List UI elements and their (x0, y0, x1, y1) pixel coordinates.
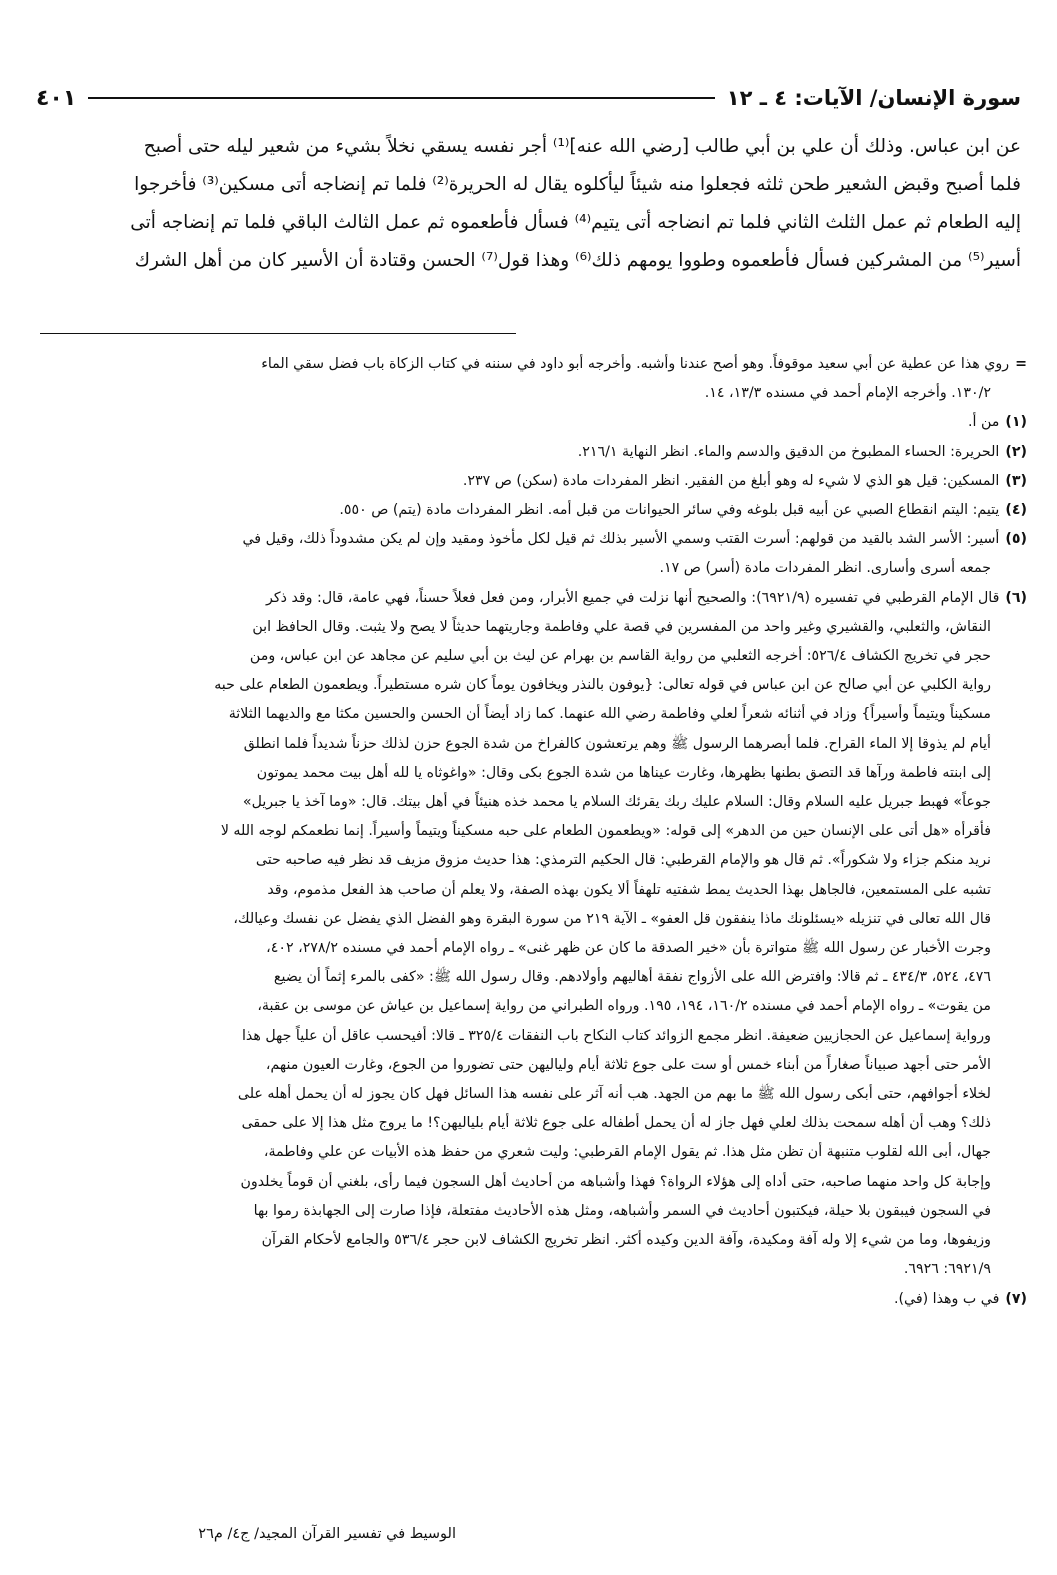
footnote-number: (٤) (1005, 502, 1027, 519)
footnote-line: أسير: الأسر الشد بالقيد من قولهم: أسرت القتب وسمي الأسير بذلك ثم قيل لكل مأخوذ ومقيد وإن لم يكن مشدوداً ذلك، وقيل في (242, 531, 1000, 548)
footnote-line: نريد منكم جزاء ولا شكوراً». ثم قال هو والإمام القرطبي: قال الحكيم الترمذي: هذا حديث مزوق مزيف قد نظر فيه صاحبه حتى (255, 852, 991, 869)
footnote-line: رواية الكلبي عن أبي صالح عن ابن عباس في قوله تعالى: {يوفون بالنذر ويخافون يوماً كان شره مستطيراً. ويطعمون الطعام على حبه (214, 677, 991, 694)
footnote-line: مسكيناً ويتيماً وأسيراً} وزاد في أثنائه شعراً لعلي وفاطمة رضي الله عنهما. كما زاد أيضاً أن الحسن والحسين مكثا مع والديهما الثلاثة (228, 706, 991, 723)
footnote-line: في ب وهذا (في). (893, 1290, 1000, 1307)
footnote-number: (١) (1005, 414, 1027, 431)
footnote-line: من يقوت» ـ رواه الإمام أحمد في مسنده ١٦٠/٢، ١٩٤، ١٩٥. ورواه الطبراني من رواية إسماعيل بن عياش عن موسى بن عقبة، (257, 998, 991, 1015)
footnotes (40, 350, 1027, 1314)
footnote-line: ٦٩٢١/٩: ٦٩٢٦. (903, 1261, 991, 1278)
book-signature-footer: الوسيط في تفسير القرآن المجيد/ ج٤/ م٢٦ (198, 1526, 456, 1542)
main-text-line: عن ابن عباس. وذلك أن علي بن أبي طالب [رضي الله عنه]⁽¹⁾ أجر نفسه يسقي نخلاً بشيء من شعير ليله حتى أصبح (143, 136, 1021, 157)
footnote-line: لخلاء أجوافهم، حتى أبكى رسول الله ﷺ ما بهم من الجهد. هب أنه آثر على نفسه هذا السائل فهل كان يجوز له أن يحمل أهله على (237, 1086, 991, 1103)
footnote-line: النقاش، والثعلبي، والقشيري وغير واحد من المفسرين في قصة علي وفاطمة وجاريتهما حديثاً لا يصح ولا يثبت. وقال الحافظ ابن (252, 618, 991, 635)
footnote-line: حجر في تخريج الكشاف ٥٢٦/٤: أخرجه الثعلبي من رواية القاسم بن بهرام عن ليث بن أبي سليم عن مجاهد عن ابن عباس، ومن (249, 648, 991, 665)
footnote-line: من أ. (967, 414, 1000, 431)
footnote-line: ١٣٠/٢. وأخرجه الإمام أحمد في مسنده ١٣/٣، ١٤. (704, 385, 991, 402)
footnote-line: جمعه أسرى وأسارى. انظر المفردات مادة (أسر) ص ١٧. (659, 560, 991, 577)
footnote-3 (40, 467, 1027, 496)
footnote-line: الأمر حتى أجهد صبياناً صغاراً من أبناء خمس أو ست على جوع ثلاثة أيام ولياليهن حتى تضوروا من الجوع، وغارت العيون منهم، (265, 1056, 991, 1073)
footnote-line: ورواية إسماعيل عن الحجازيين ضعيفة. انظر مجمع الزوائد كتاب النكاح باب النفقات ٣٢٥/٤ ـ قالا: أفيحسب عاقل أن علياً جهل هذا (241, 1027, 991, 1044)
footnote-4 (40, 496, 1027, 525)
page-number: ٤٠١ (36, 85, 77, 111)
footnote-line: يتيم: اليتم انقطاع الصبي عن أبيه قبل بلوغه وفي سائر الحيوانات من قبل أمه. انظر المفردات مادة (يتم) ص ٥٥٠. (339, 502, 1000, 519)
footnote-continuation (40, 350, 1027, 408)
footnote-number: (٢) (1005, 443, 1027, 460)
footnote-line: ٤٧٦، ٥٢٤، ٤٣٤/٣ ـ ثم قالا: وافترض الله على الأزواج نفقة أهاليهم وأولادهم. وقال رسول الله ﷺ: «كفى بالمرء إثماً أن يضيع (273, 969, 991, 986)
footnote-line: جوعاً» فهبط جبريل عليه السلام وقال: السلام عليك ربك يقرئك السلام يا محمد خذه هنيئاً في أهل بيتك. قال: «وما آخذ يا جبريل» (242, 794, 991, 811)
footnote-line: فأقرأه «هل أتى على الإنسان حين من الدهر» إلى قوله: «ويطعمون الطعام على حبه مسكيناً ويتيماً وأسيراً. إنما نطعمكم لوجه الله لا (220, 823, 991, 840)
footnote-line: قال الإمام القرطبي في تفسيره (٦٩٢١/٩): والصحيح أنها نزلت في جميع الأبرار، ومن فعل فعلاً حسناً، فهي عامة، قال: وقد ذكر (266, 589, 1000, 606)
header-rule (88, 97, 715, 99)
footnote-1 (40, 408, 1027, 437)
surah-title: سورة الإنسان/ الآيات: ٤ ـ ١٢ (726, 86, 1021, 110)
footnote-line: أيام لم يذوقا إلا الماء القراح. فلما أبصرهما الرسول ﷺ وهم يرتعشون كالفراخ من شدة الجوع حزن لذلك حزناً شديداً فلما انطلق (243, 735, 991, 752)
footnote-number: (٣) (1005, 472, 1027, 489)
footnote-line: في السجون فيبقون بلا حيلة، فيكتبون أحاديث في السمر وأشباهه، ومثل هذه الأحاديث مفتعلة، فإذا صارت إلى الجهابذة رموا بها (253, 1202, 991, 1219)
footnote-5 (40, 525, 1027, 583)
footnote-2 (40, 438, 1027, 467)
footnote-6 (40, 584, 1027, 1285)
footnote-number: (٧) (1005, 1290, 1027, 1307)
footnote-line: روي هذا عن عطية عن أبي سعيد موقوفاً. وهو أصح عندنا وأشبه. وأخرجه أبو داود في سننه في كتاب الزكاة باب فضل سقي الماء (261, 356, 1010, 372)
footnote-line: وزيفوها، وما من شيء إلا وله آفة ومكيدة، وآفة الدين وكيده أكثر. انظر تخريج الكشاف لابن حجر ٥٣٦/٤ والجامع لأحكام القرآن (261, 1232, 991, 1249)
footnote-number: (٦) (1005, 589, 1027, 606)
footnote-separator (40, 333, 516, 334)
main-text-line: إليه الطعام ثم عمل الثلث الثاني فلما تم انضاجه أتى يتيم⁽⁴⁾ فسأل فأطعموه ثم عمل الثالث الباقي فلما تم إنضاجه أتى (130, 212, 1021, 233)
footnote-line: جهال، أبى الله لقلوب متنبهة أن تظن مثل هذا. ثم يقول الإمام القرطبي: وليت شعري من حفظ هذه الأبيات عن علي وفاطمة، (263, 1144, 991, 1161)
footnote-7 (40, 1285, 1027, 1314)
footnote-line: إلى ابنته فاطمة ورآها قد التصق بطنها بظهرها، وغارت عيناها من شدة الجوع بكى وقال: «واغوثاه يا لله أهل بيت محمد يموتون (256, 764, 991, 781)
footnote-line: وإجابة كل واحد منهما صاحبه، حتى أداه إلى هؤلاء الرواة؟ فهذا وأشباهه من أحاديث أهل السجون فيما رأى، بلغني أن قوماً يخلدون (240, 1173, 991, 1190)
footnote-line: المسكين: قيل هو الذي لا شيء له وهو أبلغ من الفقير. انظر المفردات مادة (سكن) ص ٢٣٧. (462, 472, 1000, 489)
footnote-line: الحريرة: الحساء المطبوخ من الدقيق والدسم والماء. انظر النهاية ٢١٦/١. (577, 443, 1000, 460)
footnote-line: وجرت الأخبار عن رسول الله ﷺ متواترة بأن «خير الصدقة ما كان عن ظهر غنى» ـ رواه الإمام أحمد في مسنده ٢٧٨/٢، ٤٠٢، (266, 940, 991, 957)
footnote-line: تشبه على المستمعين، فالجاهل بهذا الحديث يمط شفتيه تلهفاً ألا يكون بهذه الصفة، ولا يعلم أن صاحب هذ الفعل مذموم، وقد (267, 881, 991, 898)
footnote-line: ذلك؟ وهب أن أهله سمحت بذلك لعلي فهل جاز له أن يحمل أطفاله على جوع ثلاثة أيام بلياليهن؟! ما يروج مثل هذا إلا على حمقى (241, 1115, 991, 1132)
footnote-number: (٥) (1005, 531, 1027, 548)
main-text (36, 128, 1021, 280)
footnote-number: = (1015, 356, 1027, 372)
main-text-line: فلما أصبح وقبض الشعير طحن ثلثه فجعلوا منه شيئاً ليأكلوه يقال له الحريرة⁽²⁾ فلما تم إنضاجه أتى مسكين⁽³⁾ فأخرجوا (134, 174, 1021, 195)
running-header (36, 76, 1021, 120)
main-text-line: أسير⁽⁵⁾ من المشركين فسأل فأطعموه وطووا يومهم ذلك⁽⁶⁾ وهذا قول⁽⁷⁾ الحسن وقتادة أن الأسير كان من أهل الشرك (134, 250, 1021, 271)
footnote-line: قال الله تعالى في تنزيله «يسئلونك ماذا ينفقون قل العفو» ـ الآية ٢١٩ من سورة البقرة وهو الفضل الذي يفضل عن نفسك وعيالك، (233, 910, 991, 927)
